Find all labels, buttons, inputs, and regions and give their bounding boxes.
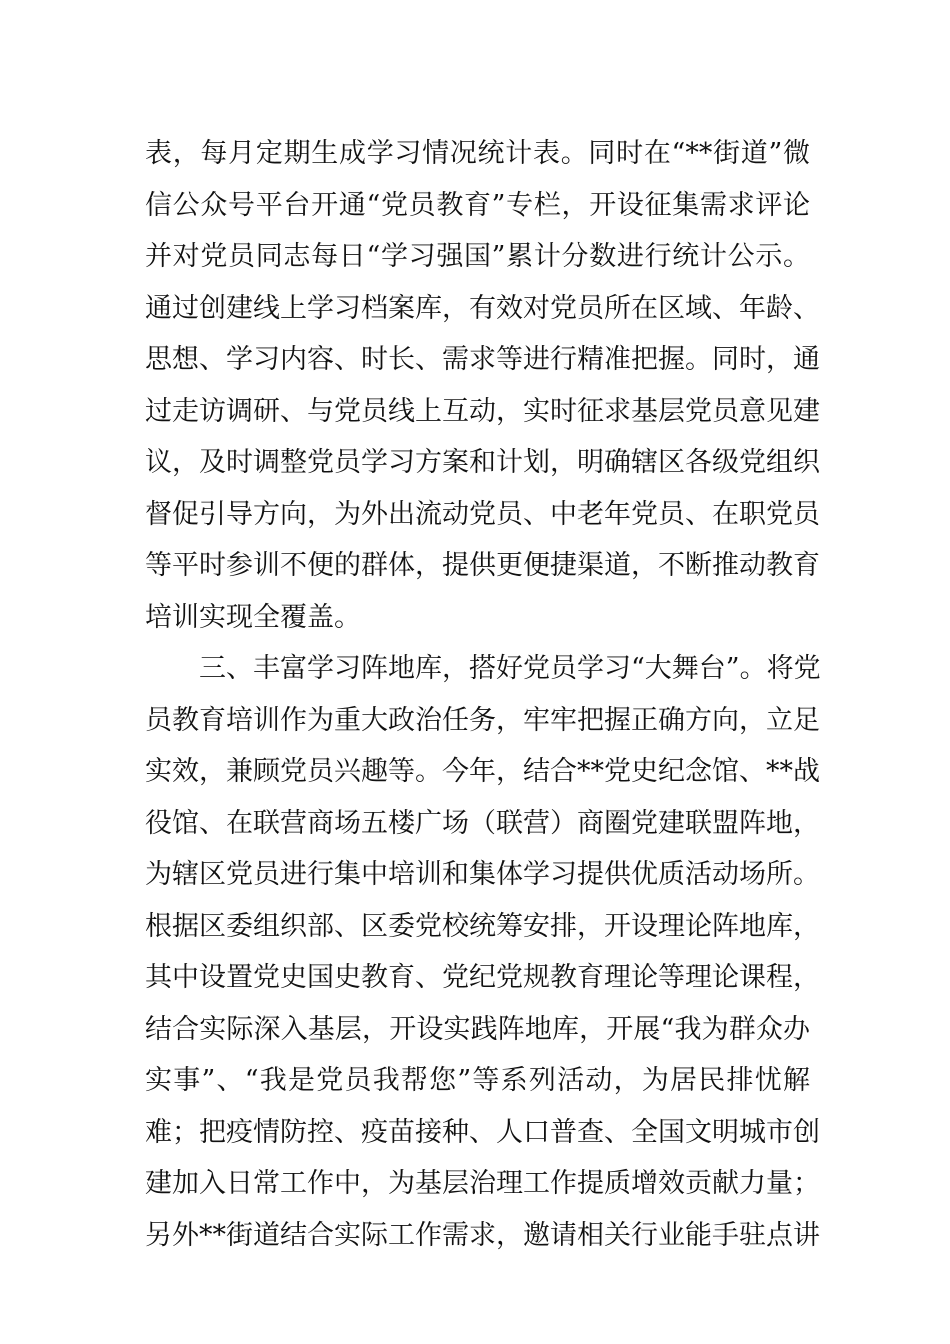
text-line: 过走访调研、与党员线上互动，实时征求基层党员意见建 — [145, 395, 820, 427]
text-line: 等平时参训不便的群体，提供更便捷渠道，不断推动教育 — [145, 550, 820, 581]
text-line: 结合实际深入基层，开设实践阵地库，开展“我为群众办 — [145, 1013, 810, 1045]
text-line: 信公众号平台开通“党员教育”专栏，开设征集需求评论 — [145, 189, 810, 221]
text-line: 其中设置党史国史教育、党纪党规教育理论等理论课程， — [145, 962, 820, 993]
text-line: 实效，兼顾党员兴趣等。今年，结合**党史纪念馆、**战 — [145, 756, 820, 787]
text-line: 通过创建线上学习档案库，有效对党员所在区域、年龄、 — [145, 292, 820, 324]
text-line: 建加入日常工作中，为基层治理工作提质增效贡献力量； — [145, 1168, 820, 1199]
text-line: 根据区委组织部、区委党校统筹安排，开设理论阵地库， — [145, 910, 820, 942]
text-line: 督促引导方向，为外出流动党员、中老年党员、在职党员 — [145, 498, 820, 530]
text-line: 思想、学习内容、时长、需求等进行精准把握。同时，通 — [145, 344, 820, 375]
text-line: 表，每月定期生成学习情况统计表。同时在“**街道”微 — [145, 138, 810, 169]
text-line: 另外**街道结合实际工作需求，邀请相关行业能手驻点讲 — [145, 1219, 820, 1251]
section-heading-line: 三、丰富学习阵地库，搭好党员学习“大舞台”。将党 — [199, 653, 821, 684]
text-line: 为辖区党员进行集中培训和集体学习提供优质活动场所。 — [145, 859, 820, 890]
text-line: 实事”、“我是党员我帮您”等系列活动，为居民排忧解 — [145, 1065, 810, 1096]
text-line: 议，及时调整党员学习方案和计划，明确辖区各级党组织 — [145, 447, 820, 478]
text-line: 难；把疫情防控、疫苗接种、人口普查、全国文明城市创 — [145, 1116, 820, 1148]
paragraph-end-line: 培训实现全覆盖。 — [145, 601, 361, 633]
text-line: 役馆、在联营商场五楼广场（联营）商圈党建联盟阵地， — [145, 807, 820, 839]
text-line: 并对党员同志每日“学习强国”累计分数进行统计公示。 — [145, 241, 810, 272]
text-line: 员教育培训作为重大政治任务，牢牢把握正确方向，立足 — [145, 704, 820, 736]
body-text — [145, 128, 821, 1261]
